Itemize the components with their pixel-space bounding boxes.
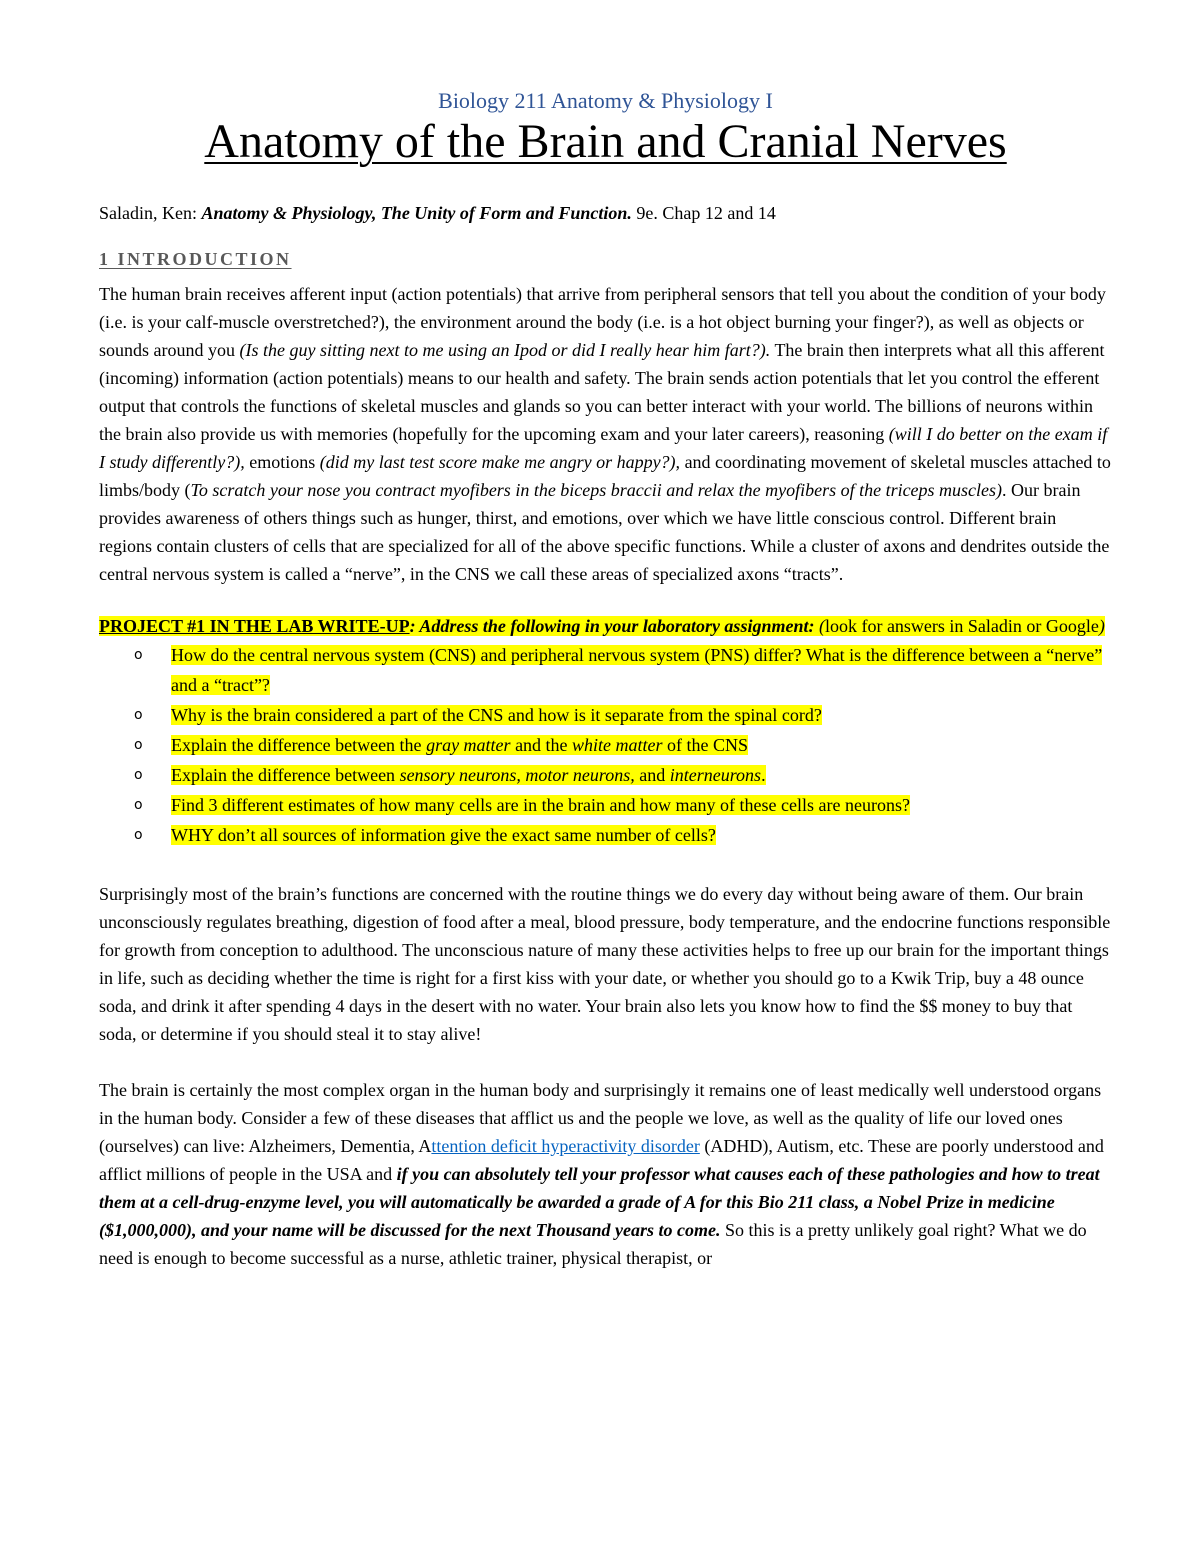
question-text: of the CNS <box>662 734 749 755</box>
question-text: WHY don’t all sources of information give the exact same number of cells? <box>171 824 716 845</box>
para-text: So this is a pretty unlikely goal right? What we do need is enough to become successful as a nurse, athletic trainer, physical therapist, or <box>99 1219 1087 1268</box>
project-colon: : <box>409 615 420 636</box>
list-item <box>134 760 1112 790</box>
question-term: white matter <box>572 734 663 755</box>
list-item <box>134 700 1112 730</box>
para-bold-italic: if you can absolutely tell your professor what causes each of these pathologies and how to treat them at a cell-drug-enzyme level, you will automatically be awarded a grade of A for this Bio 211 class, a Nobel Prize in medicine ($1,000,000), and your name will be discussed for the next Thousand years to come. <box>99 1163 1100 1240</box>
intro-text: The brain then interprets what all this afferent (incoming) information (action potentials) means to our health and safety. The brain sends action potentials that let you control the efferent output that controls the functions of skeletal muscles and glands so you can better interact with your world. The billions of neurons within the brain also provide us with memories (hopefully for the upcoming exam and your later careers), reasoning <box>99 339 1105 444</box>
bullet-circle-icon: o <box>134 706 143 723</box>
bullet-circle-icon: o <box>134 796 143 813</box>
paren: ) <box>1098 615 1105 636</box>
intro-italic: To scratch your nose you contract myofibers in the biceps braccii and relax the myofibers of the triceps muscles) <box>190 479 1003 500</box>
document-title: Anatomy of the Brain and Cranial Nerves <box>204 115 1007 168</box>
question-text: How do the central nervous system (CNS) and peripheral nervous system (PNS) differ? What is the difference between a “nerve” and a “tract”? <box>171 644 1103 695</box>
intro-text: emotions <box>244 451 320 472</box>
paren: ( <box>818 615 825 636</box>
citation-edition: 9e. Chap 12 and 14 <box>631 202 776 223</box>
intro-text: and coordinating movement of skeletal muscles attached to limbs/body ( <box>99 451 1111 500</box>
para-text: The brain is certainly the most complex organ in the human body and surprisingly it remains one of least medically well understood organs in the human body. Consider a few of these diseases that afflict us and the people we love, as well as the quality of life our loved ones (ourselves) can live: Alzheimers, Dementia, A <box>99 1079 1102 1156</box>
project-questions <box>99 640 1112 850</box>
bullet-circle-icon: o <box>134 826 143 843</box>
project-look-note: look for answers in Saladin or Google <box>824 615 1099 636</box>
question-text: . <box>761 764 766 785</box>
question-term: gray matter <box>426 734 511 755</box>
question-text: Explain the difference between the <box>171 734 427 755</box>
bullet-circle-icon: o <box>134 736 143 753</box>
body-paragraph-3 <box>99 1076 1112 1272</box>
list-item <box>134 820 1112 850</box>
project-instruction: Address the following in your laboratory assignment: <box>419 615 819 636</box>
intro-italic: (did my last test score make me angry or happy?), <box>319 451 681 472</box>
intro-text: The human brain receives afferent input (action potentials) that arrive from peripheral sensors that tell you about the condition of your body (i.e. is your calf-muscle overstretched?), the environment around the body (i.e. is a hot object burning your finger?), as well as objects or sounds around you <box>99 283 1106 360</box>
list-item <box>134 730 1112 760</box>
list-item <box>134 790 1112 820</box>
question-text: Why is the brain considered a part of the CNS and how is it separate from the spinal cord? <box>171 704 822 725</box>
body-paragraph-2: Surprisingly most of the brain’s functions are concerned with the routine things we do every day without being aware of them. Our brain unconsciously regulates breathing, digestion of food after a meal, blood pressure, body temperature, and the endocrine functions responsible for growth from conception to adulthood. The unconscious nature of many these activities helps to free up our brain for the important things in life, such as deciding whether the time is right for a first kiss with your date, or whether you should go to a Kwik Trip, buy a 48 ounce soda, and drink it after spending 4 days in the desert with no water. Your brain also lets you know how to find the $$ money to buy that soda, or determine if you should steal it to stay alive! <box>99 883 1111 1044</box>
citation <box>99 199 1112 227</box>
question-text: and the <box>510 734 573 755</box>
intro-italic: (Is the guy sitting next to me using an Ipod or did I really hear him fart?). <box>239 339 771 360</box>
question-text: Find 3 different estimates of how many cells are in the brain and how many of these cells are neurons? <box>171 794 910 815</box>
project-heading <box>99 612 1112 640</box>
bullet-circle-icon: o <box>134 646 143 663</box>
bullet-circle-icon: o <box>134 766 143 783</box>
question-text: and <box>634 764 670 785</box>
question-term: sensory neurons, motor neurons, <box>399 764 635 785</box>
citation-author: Saladin, Ken: <box>99 202 202 223</box>
question-text: Explain the difference between <box>171 764 400 785</box>
intro-text: . Our brain provides awareness of others things such as hunger, thirst, and emotions, over which we have little conscious control. Different brain regions contain clusters of cells that are specialized for all of the above specific functions. While a cluster of axons and dendrites outside the central nervous system is called a “nerve”, in the CNS we call these areas of specialized axons “tracts”. <box>99 479 1110 584</box>
section-heading: 1 INTRODUCTION <box>99 248 292 269</box>
course-name: Biology 211 Anatomy & Physiology I <box>438 88 773 113</box>
para-text: (ADHD), Autism, etc. These are poorly understood and afflict millions of people in the USA and <box>99 1135 1104 1184</box>
intro-italic: (will I do better on the exam if I study differently?), <box>99 423 1108 472</box>
adhd-link[interactable]: ttention deficit hyperactivity disorder <box>431 1135 700 1156</box>
intro-paragraph <box>99 280 1112 588</box>
project-label: PROJECT #1 IN THE LAB WRITE-UP <box>99 615 410 636</box>
question-term: interneurons <box>669 764 762 785</box>
citation-book: Anatomy & Physiology, The Unity of Form and Function. <box>201 202 632 223</box>
list-item <box>134 640 1112 700</box>
